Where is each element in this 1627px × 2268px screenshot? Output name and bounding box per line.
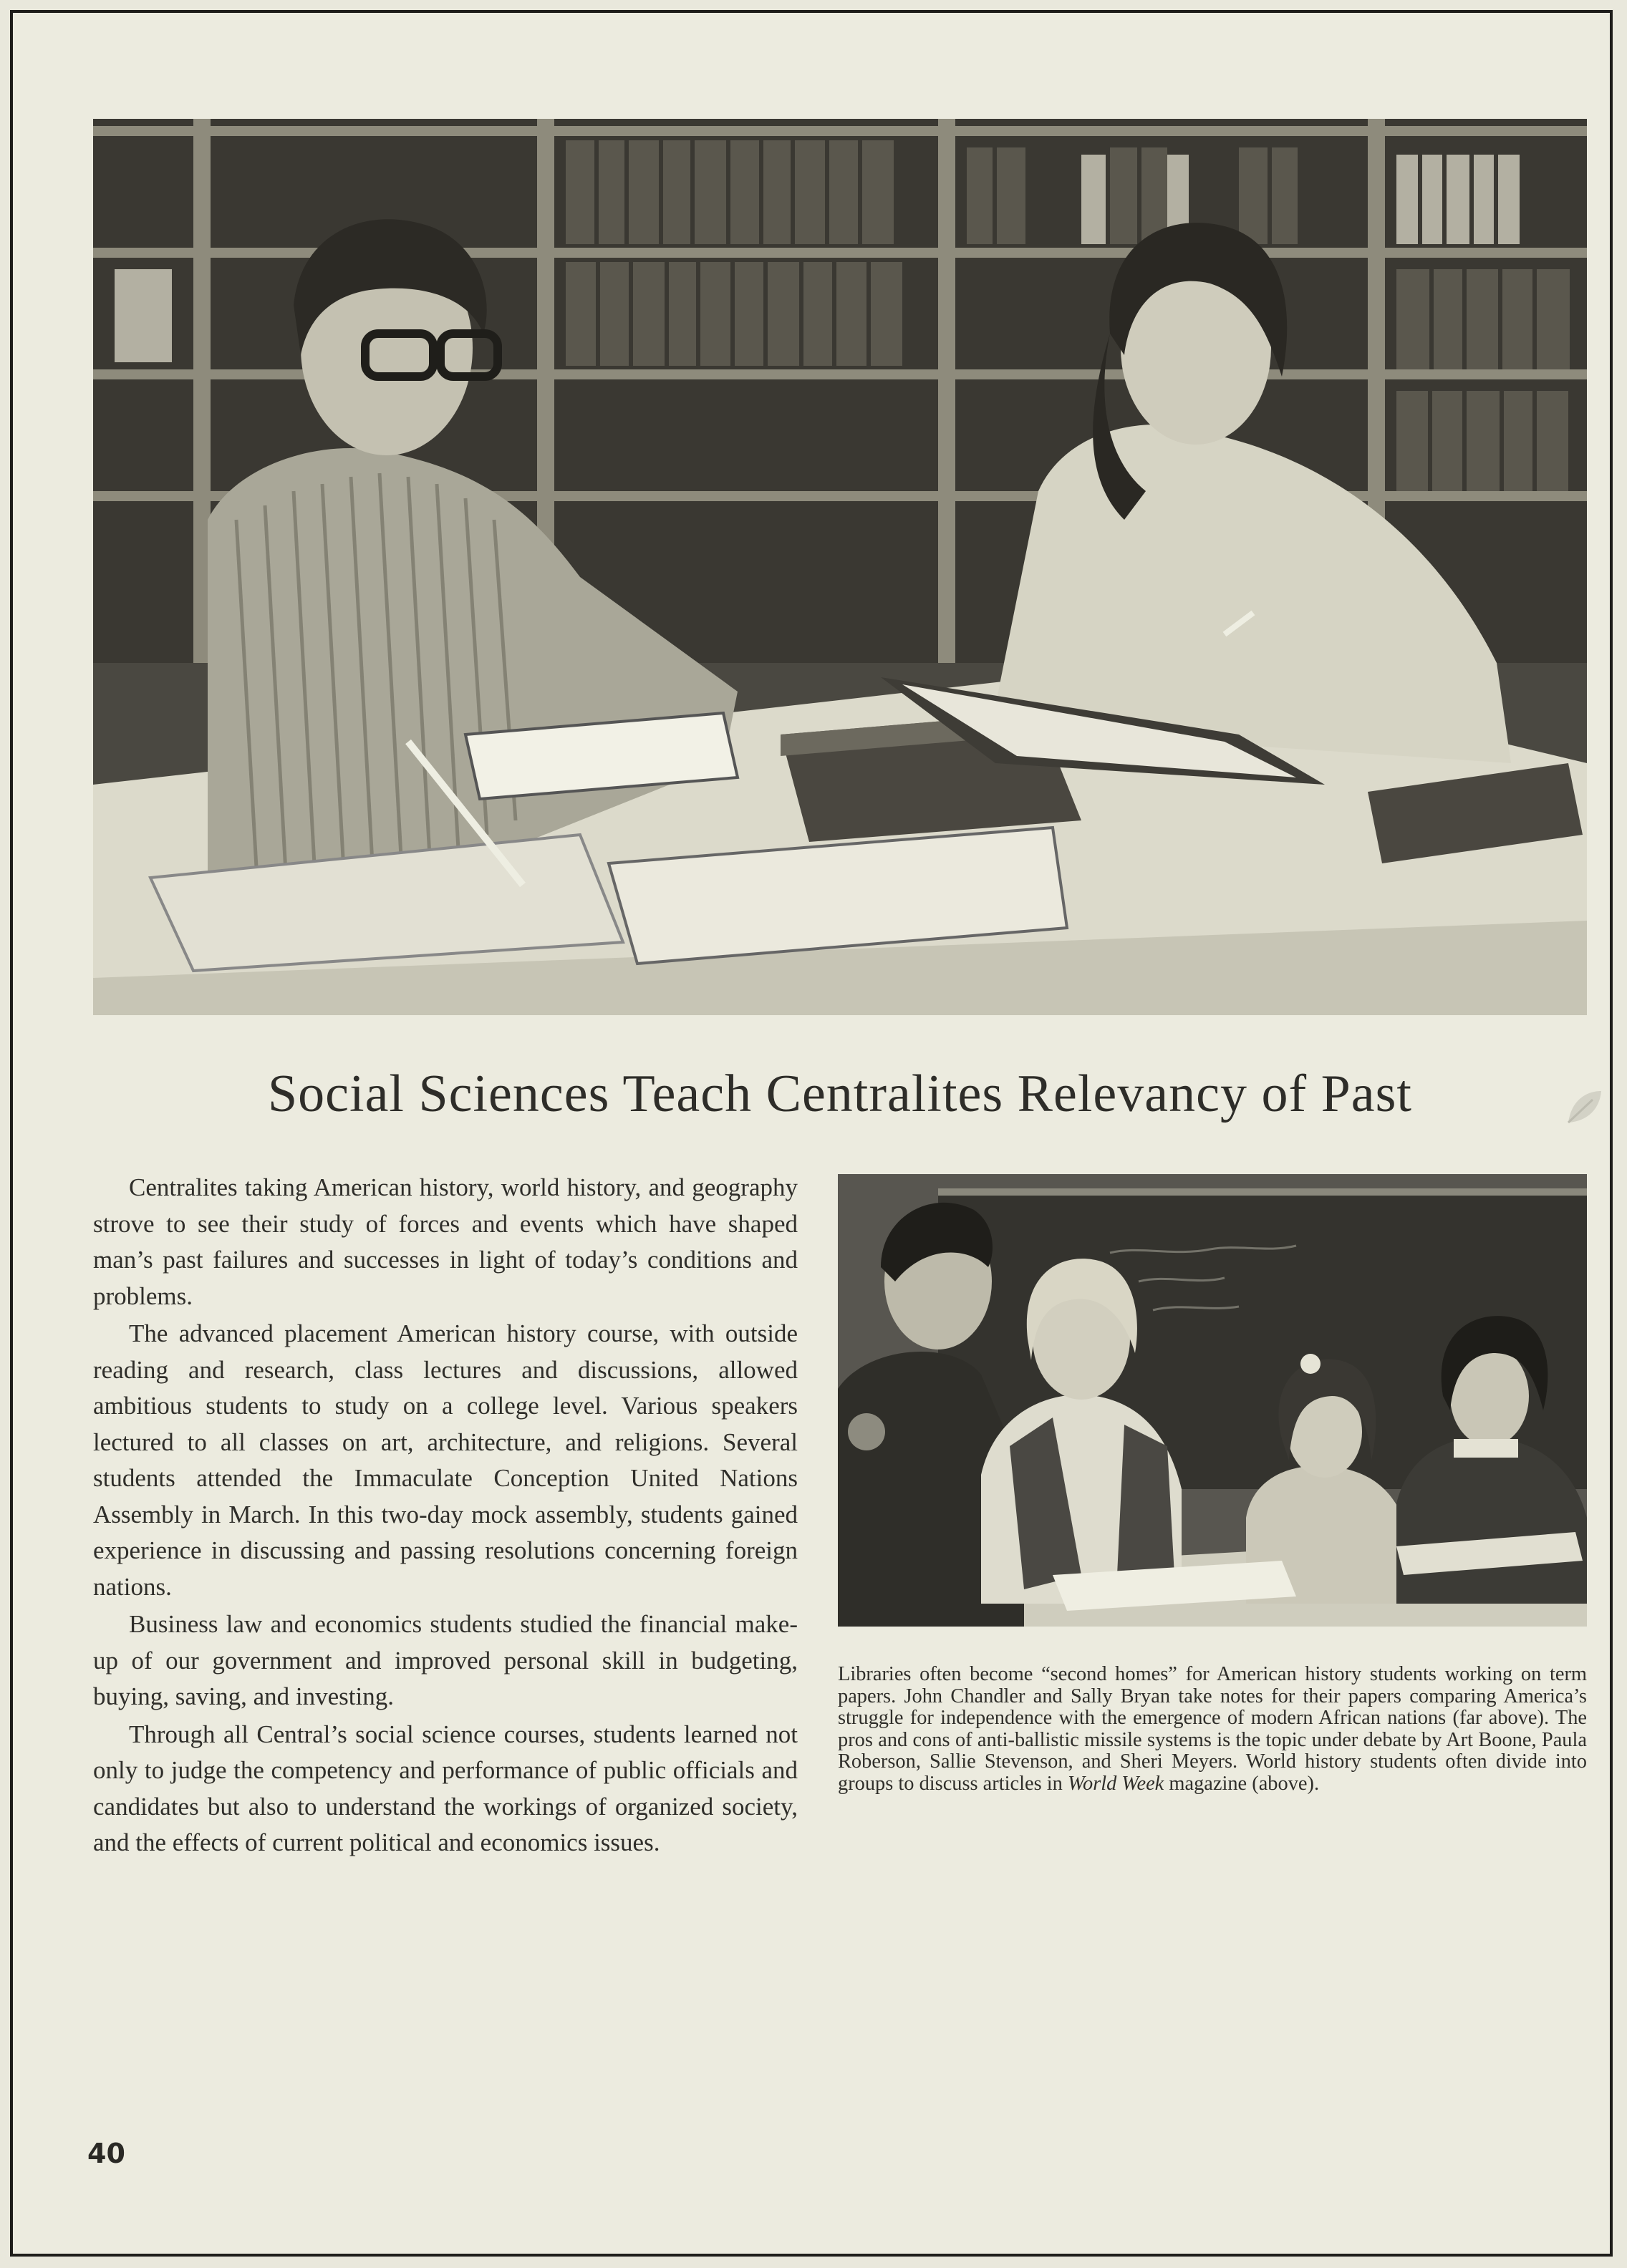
photo-caption — [838, 1664, 1587, 1795]
article-paragraph: Centralites taking American history, world history, and geography strove to see their study of forces and events which have shaped man’s past failures and successes in light of today’s conditions and problems. — [93, 1173, 798, 1310]
classroom-discussion-photo — [838, 1174, 1587, 1627]
article-paragraph: The advanced placement American history course, with outside reading and research, class lectures and discussions, allowed ambitious students to study on a college level. Various speakers lectured to all classes on art, architecture, and religions. Several students attended the Immaculate Conception United Nations Assembly in March. In this two-day mock assembly, students gained experience in discussing and passing resolutions concerning foreign nations. — [93, 1319, 798, 1601]
caption-magazine-title: World Week — [1067, 1772, 1164, 1795]
article-body — [93, 1170, 798, 1863]
article-paragraph: Through all Central’s social science courses, students learned not only to judge the competency and performance of public officials and candidates but also to understand the workings of organized society, and the effects of current political and economics issues. — [93, 1720, 798, 1856]
caption-text: Libraries often become “second homes” for American history students working on term papers. John Chandler and Sally Bryan take notes for their papers comparing America’s struggle for independence with the emergence of modern African nations (far above). The pros and cons of anti-ballistic missile systems is the topic under debate by Art Boone, Paula Roberson, Sallie Stevenson, and Sheri Meyers. World history students often divide into groups to discuss articles in — [838, 1663, 1587, 1795]
page-headline: Social Sciences Teach Centralites Relevancy of Past — [268, 1065, 1412, 1123]
leaf-icon — [1564, 1087, 1604, 1127]
article-paragraph: Business law and economics students studied the financial make-up of our government and improved personal skill in budgeting, buying, saving, and investing. — [93, 1610, 798, 1710]
library-study-photo — [93, 119, 1587, 1015]
classroom-photo-illustration — [838, 1174, 1587, 1627]
page-number: 40 — [87, 2138, 125, 2169]
yearbook-page — [10, 10, 1613, 2257]
caption-text-end: magazine (above). — [1169, 1772, 1320, 1795]
library-photo-illustration — [93, 119, 1587, 1015]
